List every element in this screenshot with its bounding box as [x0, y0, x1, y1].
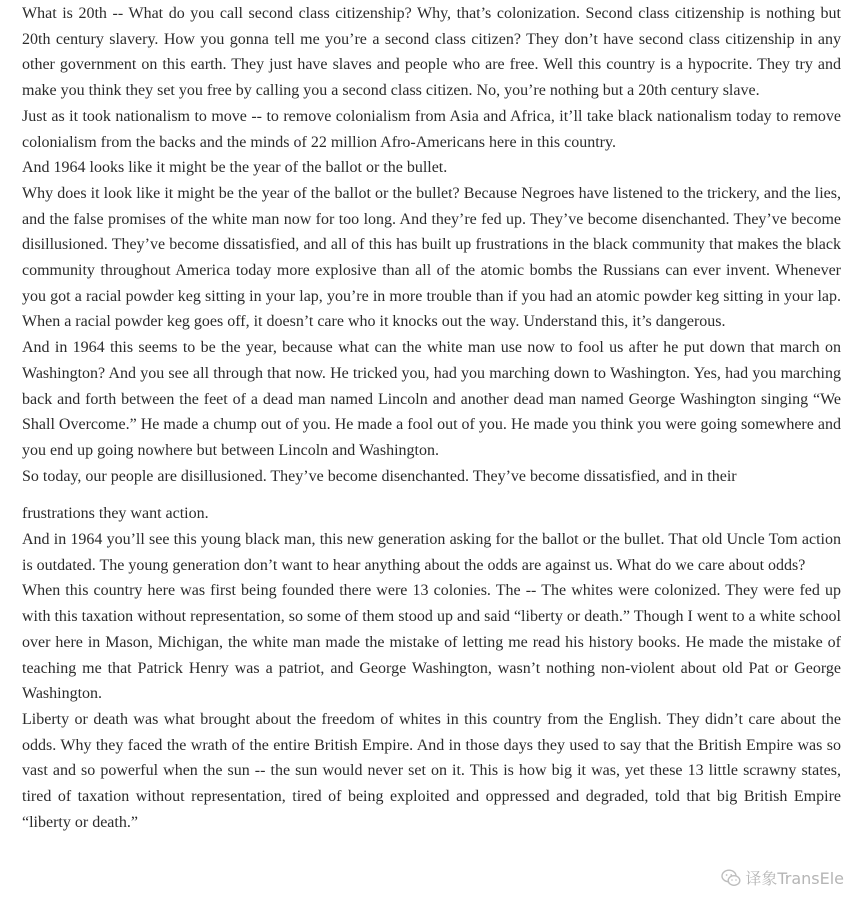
paragraph-10: Liberty or death was what brought about the freedom of whites in this country from the English. They didn’t care about the odds. Why they faced the wrath of the entire British Empire. And in those days they used to say that the British Empire was so vast and so powerful when the sun -- the sun would never set on it. This is how big it was, yet these 13 little scrawny states, tired of taxation without representation, tired of being exploited and oppressed and degraded, told that big British Empire “liberty or death.” [22, 710, 841, 831]
watermark-text: 译象TransEle [745, 869, 844, 888]
paragraph-1: What is 20th -- What do you call second class citizenship? Why, that’s colonization. Second class citizenship is nothing but 20th century slavery. How you gonna tell me you’re a second class citizen? They don’t have second class citizenship in any other government on this earth. They just have slaves and people who are free. Well this country is a hypocrite. They try and make you think they set you free by calling you a second class citizen. No, you’re nothing but a 20th century slave. [22, 5, 841, 100]
watermark [717, 865, 848, 890]
paragraph-8: And in 1964 you’ll see this young black man, this new generation asking for the ballot or the bullet. That old Uncle Tom action is outdated. The young generation don’t want to hear anything about the odds are against us. What do we care about odds? [22, 531, 841, 574]
paragraph-9: When this country here was first being founded there were 13 colonies. The -- The whites were colonized. They were fed up with this taxation without representation, so some of them stood up and said “liberty or death.” Though I went to a white school over here in Mason, Michigan, the white man made the mistake of letting me read his history books. He made the mistake of teaching me that Patrick Henry was a patriot, and George Washington, wasn’t nothing non-violent about old Pat or George Washington. [22, 582, 841, 703]
paragraph-5: And in 1964 this seems to be the year, because what can the white man use now to fool us after he put down that march on Washington? And you see all through that now. He tricked you, had you marching down to Washington. Yes, had you marching back and forth between the feet of a dead man named Lincoln and another dead man named George Washington singing “We Shall Overcome.” He made a chump out of you. He made a fool out of you. He made you think you were going somewhere and you end up going nowhere but between Lincoln and Washington. [22, 339, 841, 459]
paragraph-4: Why does it look like it might be the year of the ballot or the bullet? Because Negroes have listened to the trickery, and the lies, and the false promises of the white man now for too long. And they’re fed up. They’ve become disenchanted. They’ve become disillusioned. They’ve become dissatisfied, and all of this has built up frustrations in the black community that makes the black community throughout America today more explosive than all of the atomic bombs the Russians can ever invent. Whenever you got a racial powder keg sitting in your lap, you’re in more trouble than if you had an atomic powder keg sitting in your lap. When a racial powder keg goes off, it doesn’t care who it knocks out the way. Understand this, it’s dangerous. [22, 184, 841, 331]
paragraph-6: So today, our people are disillusioned. They’ve become disenchanted. They’ve become dissatisfied, and in their [22, 467, 737, 485]
paragraph-7: frustrations they want action. [22, 505, 209, 523]
paragraph-2: Just as it took nationalism to move -- to remove colonialism from Asia and Africa, it’ll take black nationalism today to remove colonialism from the backs and the minds of 22 million Afro-Americans here in this country. [22, 107, 841, 151]
paragraph-3: And 1964 looks like it might be the year of the ballot or the bullet. [22, 159, 448, 177]
wechat-icon [721, 868, 741, 888]
document-body [22, 1, 841, 836]
